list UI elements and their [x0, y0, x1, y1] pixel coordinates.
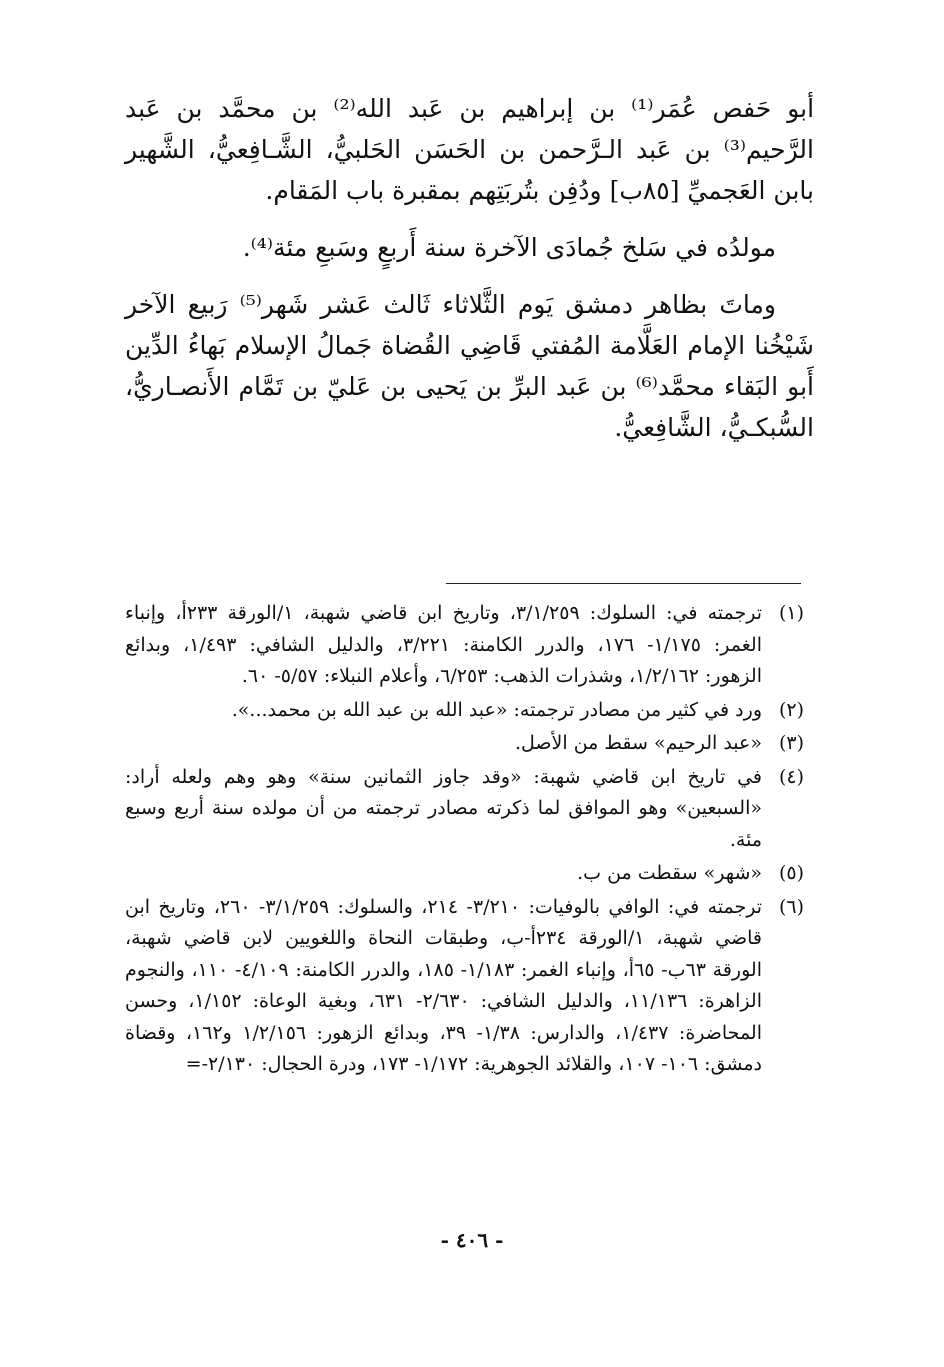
birth-paragraph: مولدُه في سَلخ جُمادَى الآخرة سنة أَربعٍ وسَبعِ مئة⁽⁴⁾.: [242, 233, 776, 262]
footnote-number: (٢): [778, 698, 804, 721]
footnote-text: «شهر» سقطت من ب.: [577, 862, 762, 884]
footnote-6: [125, 892, 804, 1081]
footnote-text: ترجمته في: السلوك: ٣/١/٢٥٩، وتاريخ ابن قاضي شهبة، ١/الورقة ٢٣٣أ، وإنباء الغمر: ١/١٧٥- ١٧٦، والدرر الكامنة: ٣/٢٢١، والدليل الشافي: ١/٤٩٣، وبدائع الزهور: ١/٢/١٦٢، وشذرات الذهب: ٦/٢٥٣، وأعلام النبلاء: ٥/٥٧- ٦٠.: [125, 602, 763, 687]
footnote-number: (٦): [778, 895, 804, 918]
footnote-number: (٤): [778, 765, 804, 788]
footnote-divider: [446, 583, 801, 584]
footnote-text: ترجمته في: الوافي بالوفيات: ٣/٢١٠- ٢١٤، والسلوك: ٣/١/٢٥٩- ٢٦٠، وتاريخ ابن قاضي شهبة، ١/الورقة ٢٣٤أ-ب، وطبقات النحاة واللغويين لابن قاضي شهبة، الورقة ٦٣ب- ٦٥أ، وإنباء الغمر: ١/١٨٣- ١٨٥، والدرر الكامنة: ٤/١٠٩- ١١٠، والنجوم الزاهرة: ١١/١٣٦، والدليل الشافي: ٢/٦٣٠- ٦٣١، وبغية الوعاة: ١/١٥٢، وحسن المحاضرة: ١/٤٣٧، والدارس: ١/٣٨- ٣٩، وبدائع الزهور: ١/٢/١٥٦ و١٦٢، وقضاة دمشق: ١٠٦- ١٠٧، والقلائد الجوهرية: ١/١٧٢- ١٧٣، ودرة الحجال: ٢/١٣٠-=: [125, 895, 762, 1075]
footnote-4: [125, 762, 804, 857]
footnote-2: [125, 695, 804, 727]
footnote-number: (٣): [778, 732, 804, 754]
footnote-1: [125, 598, 804, 693]
footnote-text: في تاريخ ابن قاضي شهبة: «وقد جاوز الثمانين سنة» وهو وهم ولعله أراد: «السبعين» وهو الموافق لما ذكرته مصادر ترجمته من أن مولده سنة أربع وسبع مئة.: [125, 765, 762, 851]
main-text: [125, 88, 814, 464]
footnote-5: [125, 858, 804, 890]
page-number: - ٤٠٦ -: [440, 1228, 504, 1252]
footnote-text: «عبد الرحيم» سقط من الأصل.: [514, 732, 762, 754]
footnote-text: ورد في كثير من مصادر ترجمته: «عبد الله بن عبد الله بن محمد...».: [231, 698, 762, 721]
death-paragraph: وماتَ بظاهر دمشق يَوم الثَّلاثاء ثَالث عَشر شَهر⁽⁵⁾ رَبيع الآخر شَيْخُنا الإمام العَلَّامة المُفتي قَاضِي القُضاة جَمالُ الإسلام بَهاءُ الدِّين أَبو البَقاء محمَّد⁽⁶⁾ بن عَبد البرِّ بن يَحيى بن عَليّ بن تَمَّام الأَنصـاريُّ، السُّبكـيُّ، الشَّافِعيُّ.: [125, 290, 814, 442]
footnote-3: [125, 728, 804, 760]
footnote-number: (٥): [778, 862, 804, 884]
footnote-number: (١): [778, 602, 804, 624]
biography-paragraph: أبو حَفص عُمَر⁽¹⁾ بن إبراهيم بن عَبد الله⁽²⁾ بن محمَّد بن عَبد الرَّحيم⁽³⁾ بن عَبد الـرَّحمن بن الحَسَن الحَلبيُّ، الشَّـافِعيُّ، الشَّهير بابن العَجميِّ [٨٥ب] ودُفِن بتُربَتِهم بمقبرة باب المَقام.: [125, 94, 815, 205]
footnotes: [125, 598, 804, 1083]
